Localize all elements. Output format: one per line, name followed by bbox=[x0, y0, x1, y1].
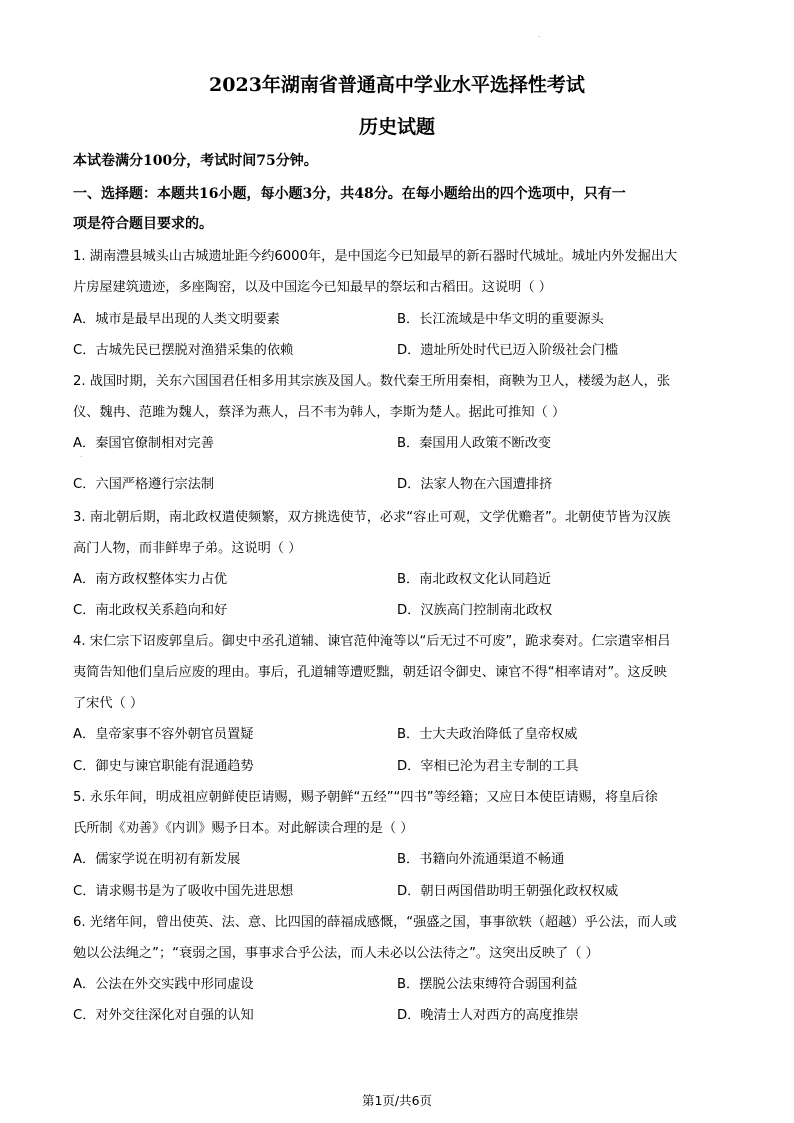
question-4-option-b[interactable]: B．士大夫政治降低了皇帝权威 bbox=[397, 727, 578, 742]
question-5-line-2: 氏所制《劝善》《内训》赐予日本。对此解读合理的是（ ） bbox=[73, 821, 414, 836]
question-5-option-d[interactable]: D．朝日两国借助明王朝强化政权权威 bbox=[397, 884, 619, 899]
question-6-option-c[interactable]: C．对外交往深化对自强的认知 bbox=[73, 1008, 254, 1023]
question-6-option-b[interactable]: B．摆脱公法束缚符合弱国利益 bbox=[397, 977, 578, 992]
exam-subtitle: 历史试题 bbox=[358, 116, 435, 138]
question-6-line-1: 6. 光绪年间，曾出使英、法、意、比四国的薛福成感慨，“强盛之国，事事欲轶（超越）乎公法，而人或 bbox=[73, 915, 677, 930]
question-3-line-2: 高门人物，而非鲜卑子弟。这说明（ ） bbox=[73, 541, 302, 556]
question-4-line-2: 夷简告知他们皇后应废的理由。事后，孔道辅等遭贬黜，朝廷诏令御史、谏官不得“相率请对”。这反映 bbox=[73, 665, 667, 680]
exam-title: 2023年湖南省普通高中学业水平选择性考试 bbox=[209, 74, 585, 96]
question-3-option-d[interactable]: D．汉族高门控制南北政权 bbox=[397, 603, 553, 618]
question-4-line-1: 4. 宋仁宗下诏废郭皇后。御史中丞孔道辅、谏官范仲淹等以“后无过不可废”，跪求奏对。仁宗遣宰相吕 bbox=[73, 634, 671, 649]
question-1-option-b[interactable]: B．长江流域是中华文明的重要源头 bbox=[397, 312, 604, 327]
question-4-option-d[interactable]: D．宰相已沦为君主专制的工具 bbox=[397, 759, 579, 774]
question-1-option-a[interactable]: A．城市是最早出现的人类文明要素 bbox=[73, 312, 280, 327]
speck-mark: . bbox=[80, 450, 83, 459]
question-1-line-1: 1. 湖南澧县城头山古城遗址距今约6000年，是中国迄今已知最早的新石器时代城址。城址内外发掘出大 bbox=[73, 249, 678, 264]
question-4-option-c[interactable]: C．御史与谏官职能有混通趋势 bbox=[73, 759, 254, 774]
question-5-line-1: 5. 永乐年间，明成祖应朝鲜使臣请赐，赐予朝鲜“五经”“四书”等经籍；又应日本使臣请赐，将皇后徐 bbox=[73, 790, 658, 805]
question-3-line-1: 3. 南北朝后期，南北政权遣使频繁，双方挑选使节，必求“容止可观，文学优赡者”。北朝使节皆为汉族 bbox=[73, 510, 671, 525]
question-4-option-a[interactable]: A．皇帝家事不容外朝官员置疑 bbox=[73, 727, 254, 742]
question-3-option-b[interactable]: B．南北政权文化认同趋近 bbox=[397, 572, 552, 587]
question-6-option-d[interactable]: D．晚清士人对西方的高度推崇 bbox=[397, 1008, 579, 1023]
question-5-option-a[interactable]: A．儒家学说在明初有新发展 bbox=[73, 852, 241, 867]
question-1-option-d[interactable]: D．遗址所处时代已迈入阶级社会门槛 bbox=[397, 343, 619, 358]
question-3-option-c[interactable]: C．南北政权关系趋向和好 bbox=[73, 603, 228, 618]
page-footer: 第1页/共6页 bbox=[361, 1093, 433, 1108]
section-heading-line-2: 项是符合题目要求的。 bbox=[73, 216, 213, 232]
question-2-option-d[interactable]: D．法家人物在六国遭排挤 bbox=[397, 477, 553, 492]
question-2-option-a[interactable]: A．秦国官僚制相对完善 bbox=[73, 436, 214, 451]
question-2-option-b[interactable]: B．秦国用人政策不断改变 bbox=[397, 436, 552, 451]
question-3-option-a[interactable]: A．南方政权整体实力占优 bbox=[73, 572, 228, 587]
question-2-line-2: 仪、魏冉、范雎为魏人，蔡泽为燕人，吕不韦为韩人，李斯为楚人。据此可推知（ ） bbox=[73, 405, 566, 420]
question-1-option-c[interactable]: C．古城先民已摆脱对渔猎采集的依赖 bbox=[73, 343, 294, 358]
question-2-option-c[interactable]: C．六国严格遵行宗法制 bbox=[73, 477, 215, 492]
exam-intro: 本试卷满分100分，考试时间75分钟。 bbox=[73, 153, 318, 169]
question-5-option-b[interactable]: B．书籍向外流通渠道不畅通 bbox=[397, 852, 565, 867]
question-2-line-1: 2. 战国时期，关东六国国君任相多用其宗族及国人。数代秦王所用秦相，商鞅为卫人，楼缓为赵人，张 bbox=[73, 374, 671, 389]
question-6-option-a[interactable]: A．公法在外交实践中形同虚设 bbox=[73, 977, 254, 992]
question-5-option-c[interactable]: C．请求赐书是为了吸收中国先进思想 bbox=[73, 884, 294, 899]
question-6-line-2: 勉以公法绳之”；“衰弱之国，事事求合乎公法，而人未必以公法待之”。这突出反映了（ ） bbox=[73, 946, 599, 961]
question-4-line-3: 了宋代（ ） bbox=[73, 696, 144, 711]
question-1-line-2: 片房屋建筑遗迹，多座陶窑，以及中国迄今已知最早的祭坛和古稻田。这说明（ ） bbox=[73, 280, 552, 295]
section-heading-line-1: 一、选择题：本题共16小题，每小题3分，共48分。在每小题给出的四个选项中，只有一 bbox=[73, 186, 626, 202]
speck-mark: . bbox=[538, 30, 541, 39]
